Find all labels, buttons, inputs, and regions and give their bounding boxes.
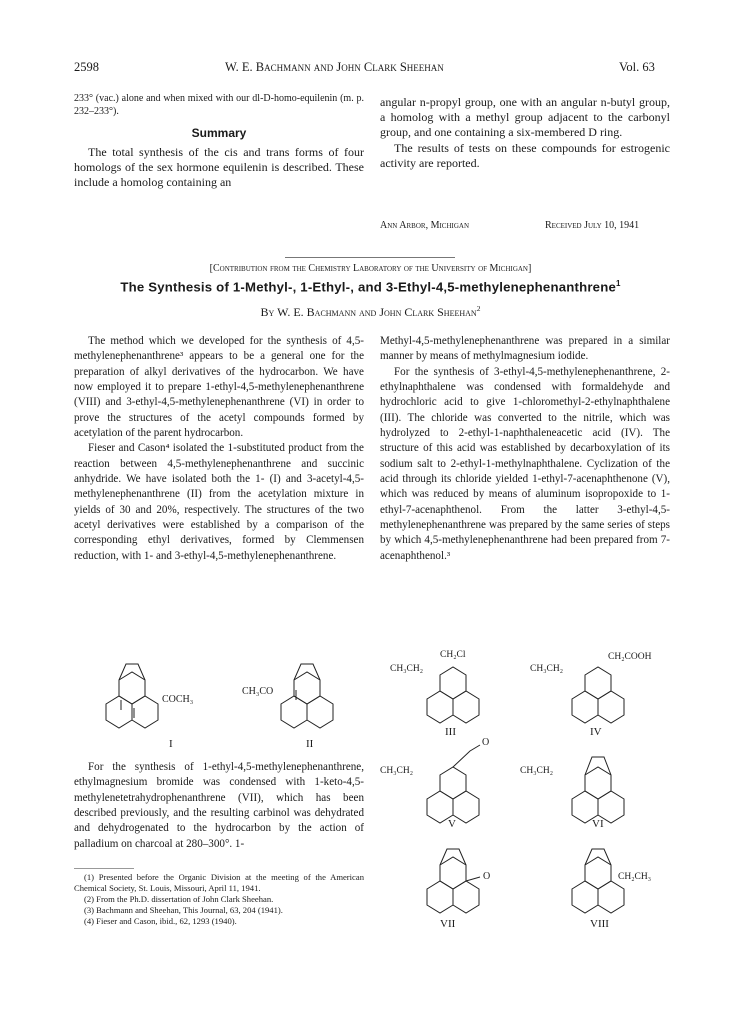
place: Ann Arbor, Michigan: [380, 220, 470, 231]
structure-V-drawing: [427, 745, 480, 823]
paragraph-3: For the synthesis of 1-ethyl-4,5-methylenephenanthrene, ethylmagnesium bromide was condensed with 1-keto-4,5-methylenetetrahydrophenanthrene (VII), which has been described previously, and the resulting carbinol was dehydrated and dehydrogenated to the hydrocarbon by the action of palladium on charcoal at 280–300°. 1-: [74, 761, 364, 850]
paragraph-5: For the synthesis of 3-ethyl-4,5-methylenephenanthrene, 2-ethylnaphthalene was condensed with formaldehyde and hydrochloric acid to give 1-chloromethyl-2-ethylnaphthalene (III). The chloride was converted to the nitrile, which was hydrolyzed to 2-ethyl-1-naphthaleneacetic acid (IV). The structure of this acid was established by decarboxylation of its sodium salt to 2-ethyl-1-methylnaphthalene. Cyclization of the acid through its chloride yielded 1-ethyl-7-acenaphthenone (V), which was reduced by means of aluminum isopropoxide to 1-ethyl-7-acenaphthenol. From the latter 3-ethyl-4,5-methylenephenanthrene was prepared by the same series of steps by which 4,5-methylenephenanthrene had been prepared from 7-acenaphthenol.³: [380, 365, 670, 562]
footnote-3: (3) Bachmann and Sheehan, This Journal, 63, 204 (1941).: [84, 905, 283, 915]
structure-II-label: II: [306, 738, 314, 750]
structure-I-drawing: [106, 664, 158, 728]
structure-I-sub: COCH₃: [162, 694, 194, 705]
structures-I-II: [74, 650, 364, 755]
previous-text-right: angular n-propyl group, one with an angular n-butyl group, a homolog with a methyl group adjacent to the carbonyl group, and one containing a six-membered D ring.: [380, 95, 670, 140]
structure-IV-sub1: CH₂COOH: [608, 652, 652, 662]
footnote-1: (1) Presented before the Organic Division at the meeting of the American Chemical Society, St. Louis, Missouri, April 11, 1941.: [74, 872, 364, 893]
structure-IV-drawing: [572, 667, 624, 723]
title-footnote: 1: [616, 279, 621, 288]
volume: Vol. 63: [619, 60, 655, 74]
section-divider: [285, 257, 455, 258]
footnote-4: (4) Fieser and Cason, ibid., 62, 1293 (1940).: [84, 916, 237, 926]
results-text: The results of tests on these compounds for estrogenic activity are reported.: [380, 140, 670, 170]
left-column-lower: [74, 760, 364, 852]
byline-footnote: 2: [476, 304, 481, 313]
byline-text: By W. E. Bachmann and John Clark Sheehan: [260, 305, 477, 319]
structure-V-sub2: CH₃CH₂: [380, 766, 414, 776]
summary-heading: Summary: [191, 126, 247, 140]
top-right-column: [380, 95, 670, 171]
structure-VI-drawing: [572, 757, 624, 823]
footnote-2: (2) From the Ph.D. dissertation of John Clark Sheehan.: [84, 894, 274, 904]
structure-VI-sub: CH₃CH₂: [520, 766, 554, 776]
article-title: [0, 279, 741, 294]
structure-I-label: I: [169, 738, 173, 750]
page-number: 2598: [74, 60, 99, 74]
structures-III-VIII: [380, 645, 680, 930]
left-column: [74, 334, 364, 564]
right-column: [380, 334, 670, 564]
structure-II-drawing: [281, 664, 333, 728]
byline: [0, 304, 741, 320]
contribution-line: [Contribution from the Chemistry Laboratory of the University of Michigan]: [209, 263, 532, 274]
footnote-rule: [74, 868, 134, 869]
footnotes: [74, 872, 364, 927]
paragraph-1: The method which we developed for the synthesis of 4,5-methylenephenanthrene³ appears to be a general one for the preparation of alkyl derivatives of the hydrocarbon. We have now employed it to prepare 1-ethyl-4,5-methylenephenanthrene (VIII) and 3-ethyl-4,5-methylenephenanthrene (VI) in order to prove the structures of the acetyl compounds formed by acetylation of the parent hydrocarbon.: [74, 335, 364, 440]
structure-III-drawing: [427, 667, 479, 723]
structure-V-label: V: [448, 818, 456, 830]
running-head: W. E. Bachmann and John Clark Sheehan: [225, 60, 444, 74]
structure-VII-label: VII: [440, 918, 456, 930]
top-left-column: [74, 92, 364, 190]
structure-IV-label: IV: [590, 726, 602, 738]
structure-VII-sub: O: [483, 871, 491, 882]
received-date: Received July 10, 1941: [545, 220, 640, 231]
structure-VIII-sub: CH₂CH₃: [618, 872, 652, 882]
article-title-text: The Synthesis of 1-Methyl-, 1-Ethyl-, and 3-Ethyl-4,5-methylenephenanthrene: [120, 279, 617, 295]
structure-VIII-label: VIII: [590, 918, 609, 930]
structure-V-sub1: O: [482, 737, 490, 748]
structure-IV-sub2: CH₃CH₂: [530, 664, 564, 674]
structure-VII-drawing: [427, 849, 480, 913]
paragraph-2: Fieser and Cason⁴ isolated the 1-substituted product from the reaction between 4,5-methylenephenanthrene and succinic anhydride. We have isolated both the 1- (I) and 3-acetyl-4,5-methylenephenanthrene (II) from the acetylation mixture in yields of 30 and 20%, respectively. The structures of the two acetyl derivatives were established by a comparison of the corresponding ethyl derivatives, formed by Clemmensen reduction, with 1- and 3-ethyl-4,5-methylenephenanthrene.: [74, 442, 364, 562]
structure-III-label: III: [445, 726, 456, 738]
structure-VI-label: VI: [592, 818, 604, 830]
summary-text: The total synthesis of the cis and trans forms of four homologs of the sex hormone equilenin is described. These include a homolog containing an: [74, 145, 364, 190]
previous-text: 233° (vac.) alone and when mixed with our dl-D-homo-equilenin (m. p. 232–233°).: [74, 93, 364, 117]
structure-III-sub1: CH₂Cl: [440, 650, 466, 660]
structure-VIII-drawing: [572, 849, 624, 913]
structure-III-sub2: CH₃CH₂: [390, 664, 424, 674]
paragraph-4: Methyl-4,5-methylenephenanthrene was prepared in a similar manner by means of methylmagnesium iodide.: [380, 335, 670, 363]
structure-II-sub: CH₃CO: [242, 686, 274, 697]
